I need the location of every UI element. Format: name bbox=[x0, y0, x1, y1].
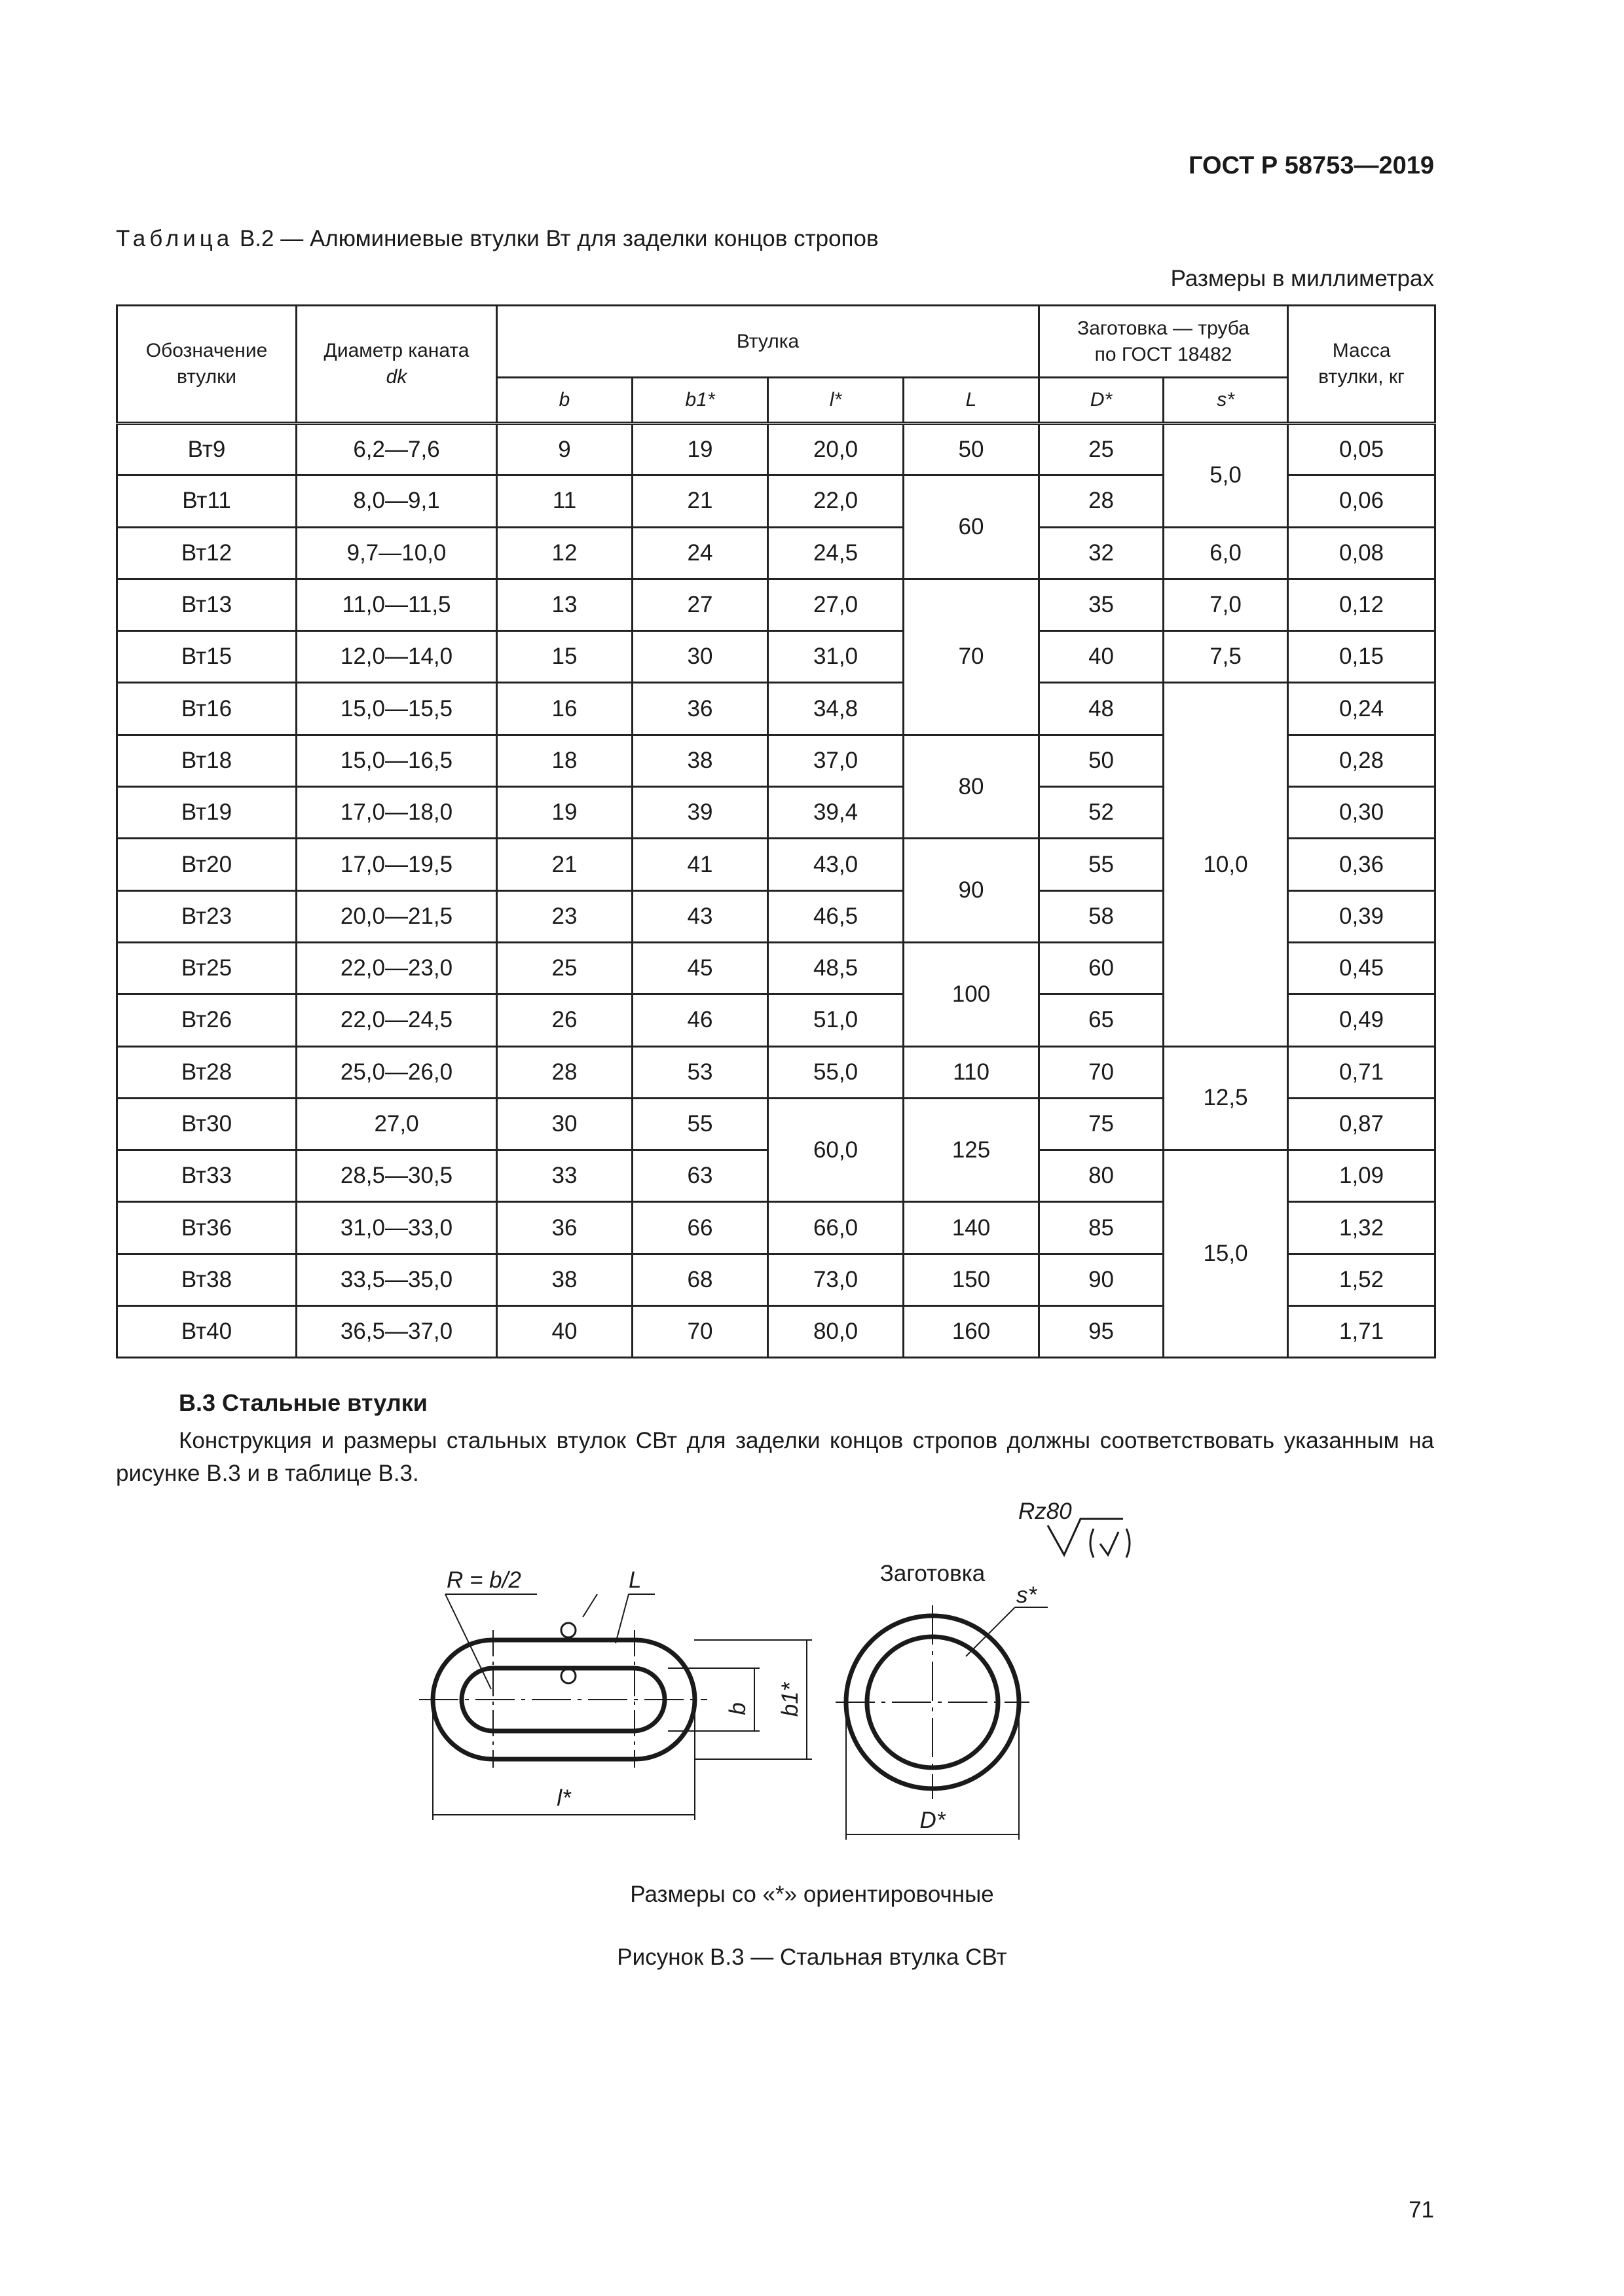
cell-L: 160 bbox=[904, 1306, 1039, 1358]
cell-rope-diameter: 36,5—37,0 bbox=[297, 1306, 497, 1358]
units-note: Размеры в миллиметрах bbox=[1170, 266, 1434, 291]
cell-designation: Вт28 bbox=[117, 1046, 297, 1098]
cell-rope-diameter: 17,0—18,0 bbox=[297, 787, 497, 839]
header-L: L bbox=[904, 378, 1039, 424]
cell-l: 24,5 bbox=[768, 527, 904, 579]
cell-D: 58 bbox=[1039, 890, 1164, 942]
sleeve-drawing bbox=[419, 1493, 1153, 1859]
cell-b1: 45 bbox=[633, 942, 768, 994]
cell-b1: 68 bbox=[633, 1254, 768, 1305]
cell-l: 43,0 bbox=[768, 839, 904, 890]
cell-D: 35 bbox=[1039, 579, 1164, 630]
header-blank-group: Заготовка — труба по ГОСТ 18482 bbox=[1039, 306, 1288, 378]
cell-designation: Вт13 bbox=[117, 579, 297, 630]
cell-designation: Вт20 bbox=[117, 839, 297, 890]
cell-b1: 55 bbox=[633, 1098, 768, 1150]
label-b: b bbox=[725, 1702, 750, 1715]
roughness-check-icon bbox=[1100, 1532, 1118, 1555]
cell-s: 15,0 bbox=[1164, 1150, 1288, 1358]
cell-b: 36 bbox=[497, 1202, 633, 1254]
cell-l: 22,0 bbox=[768, 475, 904, 527]
cell-D: 65 bbox=[1039, 994, 1164, 1046]
cell-b: 40 bbox=[497, 1306, 633, 1358]
cell-mass: 0,28 bbox=[1288, 735, 1435, 786]
cell-rope-diameter: 8,0—9,1 bbox=[297, 475, 497, 527]
cell-rope-diameter: 22,0—24,5 bbox=[297, 994, 497, 1046]
cell-l: 34,8 bbox=[768, 683, 904, 735]
cell-b: 23 bbox=[497, 890, 633, 942]
page-number: 71 bbox=[1409, 2197, 1434, 2223]
cell-rope-diameter: 27,0 bbox=[297, 1098, 497, 1150]
label-s: s* bbox=[1016, 1582, 1037, 1608]
cell-mass: 0,87 bbox=[1288, 1098, 1435, 1150]
table-caption-prefix: Таблица bbox=[116, 226, 234, 251]
cell-b1: 53 bbox=[633, 1046, 768, 1098]
cell-D: 70 bbox=[1039, 1046, 1164, 1098]
label-D: D* bbox=[919, 1808, 946, 1833]
cell-mass: 0,15 bbox=[1288, 631, 1435, 683]
cell-l: 39,4 bbox=[768, 787, 904, 839]
cell-L: 90 bbox=[904, 839, 1039, 943]
cell-l: 46,5 bbox=[768, 890, 904, 942]
label-radius: R = b/2 bbox=[447, 1567, 521, 1593]
table-caption bbox=[116, 226, 879, 252]
cell-l: 55,0 bbox=[768, 1046, 904, 1098]
cell-s: 12,5 bbox=[1164, 1046, 1288, 1150]
cell-b: 19 bbox=[497, 787, 633, 839]
label-l: l* bbox=[557, 1785, 571, 1811]
cell-l: 51,0 bbox=[768, 994, 904, 1046]
cell-mass: 0,39 bbox=[1288, 890, 1435, 942]
cell-mass: 0,05 bbox=[1288, 424, 1435, 475]
cell-l: 48,5 bbox=[768, 942, 904, 994]
cell-D: 40 bbox=[1039, 631, 1164, 683]
cell-mass: 1,52 bbox=[1288, 1254, 1435, 1305]
cell-mass: 0,36 bbox=[1288, 839, 1435, 890]
label-roughness: Rz80 bbox=[1018, 1499, 1072, 1524]
cell-designation: Вт40 bbox=[117, 1306, 297, 1358]
cell-designation: Вт12 bbox=[117, 527, 297, 579]
cell-b: 11 bbox=[497, 475, 633, 527]
cell-L: 100 bbox=[904, 942, 1039, 1046]
cell-designation: Вт16 bbox=[117, 683, 297, 735]
s-leader bbox=[966, 1607, 1015, 1656]
cell-designation: Вт30 bbox=[117, 1098, 297, 1150]
cell-rope-diameter: 11,0—11,5 bbox=[297, 579, 497, 630]
table-row bbox=[117, 683, 1435, 735]
section-heading: В.3 Стальные втулки bbox=[179, 1389, 428, 1416]
cell-b: 16 bbox=[497, 683, 633, 735]
table-row bbox=[117, 527, 1435, 579]
cell-b: 9 bbox=[497, 424, 633, 475]
table-row bbox=[117, 631, 1435, 683]
cell-designation: Вт33 bbox=[117, 1150, 297, 1202]
cell-b1: 63 bbox=[633, 1150, 768, 1202]
cell-l: 73,0 bbox=[768, 1254, 904, 1305]
cell-mass: 1,09 bbox=[1288, 1150, 1435, 1202]
cell-s: 6,0 bbox=[1164, 527, 1288, 579]
cell-b: 28 bbox=[497, 1046, 633, 1098]
cell-designation: Вт26 bbox=[117, 994, 297, 1046]
label-b1: b1* bbox=[777, 1682, 803, 1717]
cell-b1: 36 bbox=[633, 683, 768, 735]
cell-b1: 66 bbox=[633, 1202, 768, 1254]
table-caption-text: В.2 — Алюминиевые втулки Вт для заделки концов стропов bbox=[233, 226, 879, 251]
cell-l: 31,0 bbox=[768, 631, 904, 683]
cell-b: 33 bbox=[497, 1150, 633, 1202]
weld-leader bbox=[583, 1594, 597, 1617]
cell-l: 37,0 bbox=[768, 735, 904, 786]
cell-mass: 1,32 bbox=[1288, 1202, 1435, 1254]
section-paragraph: Конструкция и размеры стальных втулок СВт для заделки концов стропов должны соответствовать указанным на рисунке В.3 и в таблице В.3. bbox=[116, 1428, 1434, 1486]
cell-b1: 41 bbox=[633, 839, 768, 890]
header-rope-diameter: Диаметр каната dk bbox=[297, 306, 497, 424]
cell-L: 150 bbox=[904, 1254, 1039, 1305]
cell-s: 7,5 bbox=[1164, 631, 1288, 683]
cell-b: 18 bbox=[497, 735, 633, 786]
roughness-symbol-icon bbox=[1048, 1519, 1123, 1555]
header-s: s* bbox=[1164, 378, 1288, 424]
cell-b: 38 bbox=[497, 1254, 633, 1305]
weld-mark-inner-icon bbox=[561, 1669, 576, 1683]
cell-designation: Вт11 bbox=[117, 475, 297, 527]
header-b: b bbox=[497, 378, 633, 424]
cell-b: 30 bbox=[497, 1098, 633, 1150]
cell-b1: 39 bbox=[633, 787, 768, 839]
cell-rope-diameter: 9,7—10,0 bbox=[297, 527, 497, 579]
cell-b1: 43 bbox=[633, 890, 768, 942]
cell-rope-diameter: 31,0—33,0 bbox=[297, 1202, 497, 1254]
cell-b1: 30 bbox=[633, 631, 768, 683]
cell-s: 10,0 bbox=[1164, 683, 1288, 1046]
standard-code: ГОСТ Р 58753—2019 bbox=[1189, 152, 1434, 179]
cell-D: 48 bbox=[1039, 683, 1164, 735]
sleeves-table bbox=[116, 304, 1436, 1358]
cell-L: 70 bbox=[904, 579, 1039, 735]
figure-caption: Рисунок В.3 — Стальная втулка СВт bbox=[617, 1944, 1007, 1970]
cell-L: 110 bbox=[904, 1046, 1039, 1098]
cell-rope-diameter: 28,5—30,5 bbox=[297, 1150, 497, 1202]
label-blank: Заготовка bbox=[879, 1561, 986, 1586]
cell-designation: Вт19 bbox=[117, 787, 297, 839]
cell-D: 85 bbox=[1039, 1202, 1164, 1254]
cell-designation: Вт36 bbox=[117, 1202, 297, 1254]
header-D: D* bbox=[1039, 378, 1164, 424]
cell-D: 52 bbox=[1039, 787, 1164, 839]
weld-mark-top-icon bbox=[561, 1623, 576, 1637]
cell-b1: 46 bbox=[633, 994, 768, 1046]
cell-l: 27,0 bbox=[768, 579, 904, 630]
figure-note: Размеры со «*» ориентировочные bbox=[630, 1882, 994, 1907]
cell-D: 80 bbox=[1039, 1150, 1164, 1202]
cell-mass: 0,30 bbox=[1288, 787, 1435, 839]
cell-b1: 38 bbox=[633, 735, 768, 786]
cell-D: 32 bbox=[1039, 527, 1164, 579]
cell-designation: Вт25 bbox=[117, 942, 297, 994]
label-L: L bbox=[629, 1567, 642, 1593]
cell-b1: 21 bbox=[633, 475, 768, 527]
cell-rope-diameter: 15,0—16,5 bbox=[297, 735, 497, 786]
cell-b1: 24 bbox=[633, 527, 768, 579]
cell-rope-diameter: 6,2—7,6 bbox=[297, 424, 497, 475]
cell-D: 75 bbox=[1039, 1098, 1164, 1150]
cell-l: 80,0 bbox=[768, 1306, 904, 1358]
cell-b: 25 bbox=[497, 942, 633, 994]
cell-mass: 0,06 bbox=[1288, 475, 1435, 527]
cell-L: 50 bbox=[904, 424, 1039, 475]
cell-designation: Вт18 bbox=[117, 735, 297, 786]
cell-rope-diameter: 15,0—15,5 bbox=[297, 683, 497, 735]
cell-b: 26 bbox=[497, 994, 633, 1046]
table-row bbox=[117, 1046, 1435, 1098]
cell-rope-diameter: 22,0—23,0 bbox=[297, 942, 497, 994]
header-mass: Масса втулки, кг bbox=[1288, 306, 1435, 424]
header-sleeve-group: Втулка bbox=[497, 306, 1039, 378]
cell-rope-diameter: 20,0—21,5 bbox=[297, 890, 497, 942]
cell-L: 140 bbox=[904, 1202, 1039, 1254]
cell-b: 13 bbox=[497, 579, 633, 630]
cell-designation: Вт38 bbox=[117, 1254, 297, 1305]
cell-rope-diameter: 17,0—19,5 bbox=[297, 839, 497, 890]
cell-s: 7,0 bbox=[1164, 579, 1288, 630]
cell-s: 5,0 bbox=[1164, 424, 1288, 528]
cell-b1: 19 bbox=[633, 424, 768, 475]
L-leader bbox=[616, 1594, 629, 1643]
cell-L: 125 bbox=[904, 1098, 1039, 1202]
cell-rope-diameter: 25,0—26,0 bbox=[297, 1046, 497, 1098]
cell-designation: Вт15 bbox=[117, 631, 297, 683]
cell-b: 21 bbox=[497, 839, 633, 890]
cell-D: 25 bbox=[1039, 424, 1164, 475]
header-b1: b1* bbox=[633, 378, 768, 424]
cell-mass: 1,71 bbox=[1288, 1306, 1435, 1358]
cell-l: 60,0 bbox=[768, 1098, 904, 1202]
table-row bbox=[117, 579, 1435, 630]
header-designation: Обозначение втулки bbox=[117, 306, 297, 424]
header-l: l* bbox=[768, 378, 904, 424]
sleeve-side-view bbox=[419, 1594, 812, 1820]
cell-l: 66,0 bbox=[768, 1202, 904, 1254]
cell-b1: 27 bbox=[633, 579, 768, 630]
cell-D: 60 bbox=[1039, 942, 1164, 994]
cell-rope-diameter: 12,0—14,0 bbox=[297, 631, 497, 683]
cell-D: 90 bbox=[1039, 1254, 1164, 1305]
cell-mass: 0,24 bbox=[1288, 683, 1435, 735]
cell-mass: 0,08 bbox=[1288, 527, 1435, 579]
cell-mass: 0,12 bbox=[1288, 579, 1435, 630]
cell-l: 20,0 bbox=[768, 424, 904, 475]
cell-b1: 70 bbox=[633, 1306, 768, 1358]
cell-b: 15 bbox=[497, 631, 633, 683]
cell-designation: Вт9 bbox=[117, 424, 297, 475]
cell-L: 80 bbox=[904, 735, 1039, 839]
cell-D: 28 bbox=[1039, 475, 1164, 527]
cell-D: 50 bbox=[1039, 735, 1164, 786]
cell-L: 60 bbox=[904, 475, 1039, 579]
cell-b: 12 bbox=[497, 527, 633, 579]
cell-mass: 0,45 bbox=[1288, 942, 1435, 994]
cell-D: 95 bbox=[1039, 1306, 1164, 1358]
table-row bbox=[117, 424, 1435, 475]
cell-rope-diameter: 33,5—35,0 bbox=[297, 1254, 497, 1305]
cell-mass: 0,49 bbox=[1288, 994, 1435, 1046]
cell-designation: Вт23 bbox=[117, 890, 297, 942]
roughness-brackets-icon bbox=[1090, 1529, 1130, 1558]
cell-D: 55 bbox=[1039, 839, 1164, 890]
cell-mass: 0,71 bbox=[1288, 1046, 1435, 1098]
